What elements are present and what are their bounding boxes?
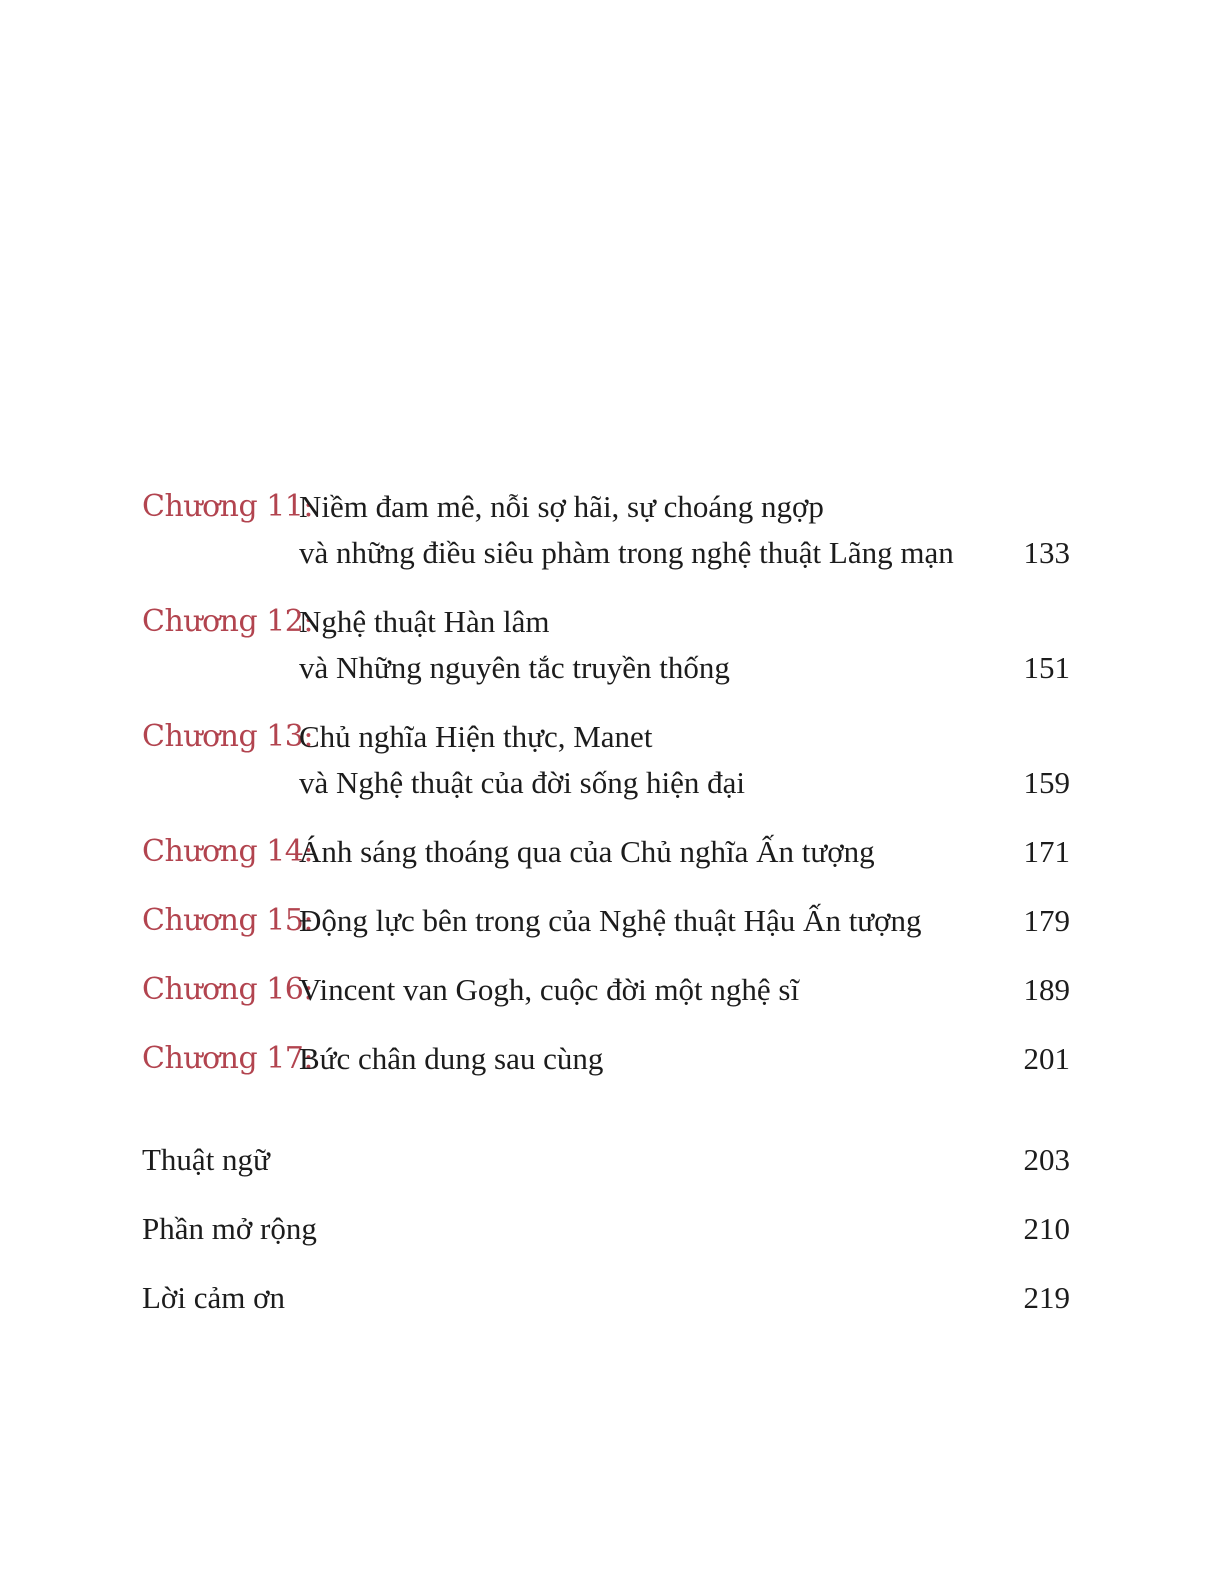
chapter-title-line: và Những nguyên tắc truyền thống <box>299 650 730 685</box>
chapter-label: Chương 12: <box>142 604 314 639</box>
chapter-title <box>299 714 1019 806</box>
chapter-title-line: Nghệ thuật Hàn lâm <box>299 604 550 639</box>
chapter-title <box>299 967 1019 1013</box>
chapter-title <box>299 898 1019 944</box>
page-number: 159 <box>1023 765 1070 800</box>
chapter-title <box>299 484 1019 576</box>
chapter-label: Chương 17: <box>142 1041 314 1076</box>
page-number: 201 <box>1023 1041 1070 1076</box>
back-matter-title: Thuật ngữ <box>142 1142 270 1177</box>
back-matter-title: Phần mở rộng <box>142 1211 317 1246</box>
chapter-label: Chương 15: <box>142 903 314 938</box>
chapter-label: Chương 16: <box>142 972 314 1007</box>
chapter-label: Chương 13: <box>142 719 314 754</box>
chapter-title-line: Niềm đam mê, nỗi sợ hãi, sự choáng ngợp <box>299 489 824 524</box>
chapter-title-line: Động lực bên trong của Nghệ thuật Hậu Ấn tượng <box>299 903 922 938</box>
chapter-title <box>299 1036 1019 1082</box>
page-number: 219 <box>1023 1280 1070 1315</box>
page-number: 133 <box>1023 535 1070 570</box>
chapter-title-line: Chủ nghĩa Hiện thực, Manet <box>299 719 653 754</box>
page-number: 151 <box>1023 650 1070 685</box>
back-matter-title: Lời cảm ơn <box>142 1280 285 1315</box>
page-number: 171 <box>1023 834 1070 869</box>
chapter-label: Chương 14: <box>142 834 314 869</box>
chapter-label: Chương 11: <box>142 489 314 524</box>
page-number: 210 <box>1023 1211 1070 1246</box>
chapter-title <box>299 599 1019 691</box>
chapter-title-line: Vincent van Gogh, cuộc đời một nghệ sĩ <box>299 972 800 1007</box>
page-number: 189 <box>1023 972 1070 1007</box>
page-number: 179 <box>1023 903 1070 938</box>
chapter-title-line: Ánh sáng thoáng qua của Chủ nghĩa Ấn tượng <box>299 834 875 869</box>
chapter-title <box>299 829 1019 875</box>
page-number: 203 <box>1023 1142 1070 1177</box>
chapter-title-line: Bức chân dung sau cùng <box>299 1041 604 1076</box>
chapter-title-line: và những điều siêu phàm trong nghệ thuật Lãng mạn <box>299 535 954 570</box>
chapter-title-line: và Nghệ thuật của đời sống hiện đại <box>299 765 745 800</box>
